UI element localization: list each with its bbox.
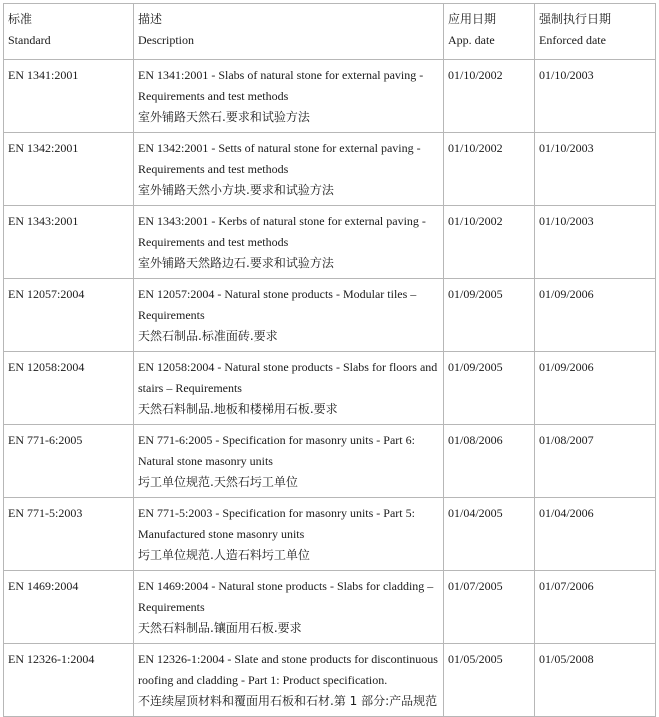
standard-code: EN 1342:2001 xyxy=(8,141,79,155)
cell-standard xyxy=(4,425,134,498)
enforced-date: 01/05/2008 xyxy=(539,652,594,666)
cell-enforced-date xyxy=(535,279,656,352)
description-zh: 室外铺路天然路边石.要求和试验方法 xyxy=(138,256,334,270)
cell-description xyxy=(134,133,444,206)
cell-enforced-date xyxy=(535,644,656,717)
header-app-date-zh: 应用日期 xyxy=(448,12,497,26)
header-enforced-date-zh: 强制执行日期 xyxy=(539,12,612,26)
header-standard-en: Standard xyxy=(8,33,51,47)
header-description-en: Description xyxy=(138,33,194,47)
cell-app-date xyxy=(444,425,535,498)
header-enforced-date xyxy=(535,4,656,60)
cell-standard xyxy=(4,206,134,279)
standard-code: EN 771-5:2003 xyxy=(8,506,83,520)
standard-code: EN 1341:2001 xyxy=(8,68,79,82)
standard-code: EN 12058:2004 xyxy=(8,360,85,374)
cell-app-date xyxy=(444,133,535,206)
cell-standard xyxy=(4,279,134,352)
header-app-date xyxy=(444,4,535,60)
description-line-en: EN 771-5:2003 - Specification for masonry units - Part 5: xyxy=(138,506,415,520)
cell-standard xyxy=(4,644,134,717)
description-line-en: EN 1341:2001 - Slabs of natural stone for external paving - xyxy=(138,68,424,82)
header-description xyxy=(134,4,444,60)
standard-code: EN 771-6:2005 xyxy=(8,433,83,447)
standards-table-body xyxy=(4,4,656,717)
description-line-en: stairs – Requirements xyxy=(138,381,242,395)
enforced-date: 01/10/2003 xyxy=(539,68,594,82)
description-zh: 天然石料制品.镶面用石板.要求 xyxy=(138,621,302,635)
cell-enforced-date xyxy=(535,206,656,279)
description-zh: 天然石制品.标准面砖.要求 xyxy=(138,329,278,343)
header-app-date-en: App. date xyxy=(448,33,495,47)
cell-enforced-date xyxy=(535,352,656,425)
description-line-en: EN 1342:2001 - Setts of natural stone for external paving - xyxy=(138,141,421,155)
cell-standard xyxy=(4,133,134,206)
app-date: 01/10/2002 xyxy=(448,68,503,82)
standard-code: EN 1469:2004 xyxy=(8,579,79,593)
cell-enforced-date xyxy=(535,60,656,133)
table-row xyxy=(4,279,656,352)
description-zh: 天然石料制品.地板和楼梯用石板.要求 xyxy=(138,402,338,416)
app-date: 01/10/2002 xyxy=(448,214,503,228)
app-date: 01/08/2006 xyxy=(448,433,503,447)
enforced-date: 01/08/2007 xyxy=(539,433,594,447)
cell-app-date xyxy=(444,644,535,717)
app-date: 01/09/2005 xyxy=(448,287,503,301)
table-header-row xyxy=(4,4,656,60)
cell-description xyxy=(134,279,444,352)
cell-description xyxy=(134,206,444,279)
cell-description xyxy=(134,425,444,498)
cell-app-date xyxy=(444,60,535,133)
cell-description xyxy=(134,60,444,133)
header-enforced-date-en: Enforced date xyxy=(539,33,606,47)
description-line-en: roofing and cladding - Part 1: Product specification. xyxy=(138,673,388,687)
enforced-date: 01/09/2006 xyxy=(539,287,594,301)
cell-standard xyxy=(4,571,134,644)
cell-app-date xyxy=(444,571,535,644)
standard-code: EN 12326-1:2004 xyxy=(8,652,95,666)
cell-enforced-date xyxy=(535,498,656,571)
cell-app-date xyxy=(444,352,535,425)
table-row xyxy=(4,352,656,425)
description-line-en: EN 12058:2004 - Natural stone products - Slabs for floors and xyxy=(138,360,438,374)
cell-enforced-date xyxy=(535,571,656,644)
cell-description xyxy=(134,571,444,644)
cell-description xyxy=(134,352,444,425)
header-description-zh: 描述 xyxy=(138,12,163,26)
cell-description xyxy=(134,644,444,717)
cell-app-date xyxy=(444,498,535,571)
table-row xyxy=(4,425,656,498)
header-standard-zh: 标准 xyxy=(8,12,33,26)
cell-standard xyxy=(4,498,134,571)
cell-enforced-date xyxy=(535,425,656,498)
description-line-en: EN 12326-1:2004 - Slate and stone products for discontinuous xyxy=(138,652,438,666)
description-line-en: EN 12057:2004 - Natural stone products - Modular tiles – xyxy=(138,287,417,301)
description-line-en: Manufactured stone masonry units xyxy=(138,527,305,541)
description-line-en: Requirements and test methods xyxy=(138,162,289,176)
description-line-en: Requirements and test methods xyxy=(138,89,289,103)
enforced-date: 01/10/2003 xyxy=(539,141,594,155)
description-zh: 室外铺路天然石.要求和试验方法 xyxy=(138,110,310,124)
enforced-date: 01/04/2006 xyxy=(539,506,594,520)
table-row xyxy=(4,644,656,717)
cell-app-date xyxy=(444,279,535,352)
enforced-date: 01/10/2003 xyxy=(539,214,594,228)
cell-enforced-date xyxy=(535,133,656,206)
cell-description xyxy=(134,498,444,571)
cell-standard xyxy=(4,60,134,133)
app-date: 01/05/2005 xyxy=(448,652,503,666)
enforced-date: 01/07/2006 xyxy=(539,579,594,593)
app-date: 01/10/2002 xyxy=(448,141,503,155)
description-zh: 圬工单位规范.天然石圬工单位 xyxy=(138,475,298,489)
enforced-date: 01/09/2006 xyxy=(539,360,594,374)
description-line-en: EN 771-6:2005 - Specification for masonry units - Part 6: xyxy=(138,433,415,447)
header-standard xyxy=(4,4,134,60)
app-date: 01/09/2005 xyxy=(448,360,503,374)
standards-table xyxy=(3,3,656,717)
description-line-en: EN 1469:2004 - Natural stone products - Slabs for cladding – xyxy=(138,579,434,593)
description-line-en: Requirements xyxy=(138,308,205,322)
description-line-en: Natural stone masonry units xyxy=(138,454,273,468)
description-line-en: EN 1343:2001 - Kerbs of natural stone for external paving - xyxy=(138,214,426,228)
cell-app-date xyxy=(444,206,535,279)
description-zh: 不连续屋顶材料和覆面用石板和石材.第 1 部分:产品规范 xyxy=(138,694,438,708)
description-line-en: Requirements xyxy=(138,600,205,614)
app-date: 01/04/2005 xyxy=(448,506,503,520)
standard-code: EN 1343:2001 xyxy=(8,214,79,228)
table-row xyxy=(4,133,656,206)
cell-standard xyxy=(4,352,134,425)
standard-code: EN 12057:2004 xyxy=(8,287,85,301)
table-row xyxy=(4,498,656,571)
table-row xyxy=(4,60,656,133)
app-date: 01/07/2005 xyxy=(448,579,503,593)
description-line-en: Requirements and test methods xyxy=(138,235,289,249)
table-row xyxy=(4,571,656,644)
description-zh: 圬工单位规范.人造石料圬工单位 xyxy=(138,548,310,562)
table-row xyxy=(4,206,656,279)
description-zh: 室外铺路天然小方块.要求和试验方法 xyxy=(138,183,334,197)
